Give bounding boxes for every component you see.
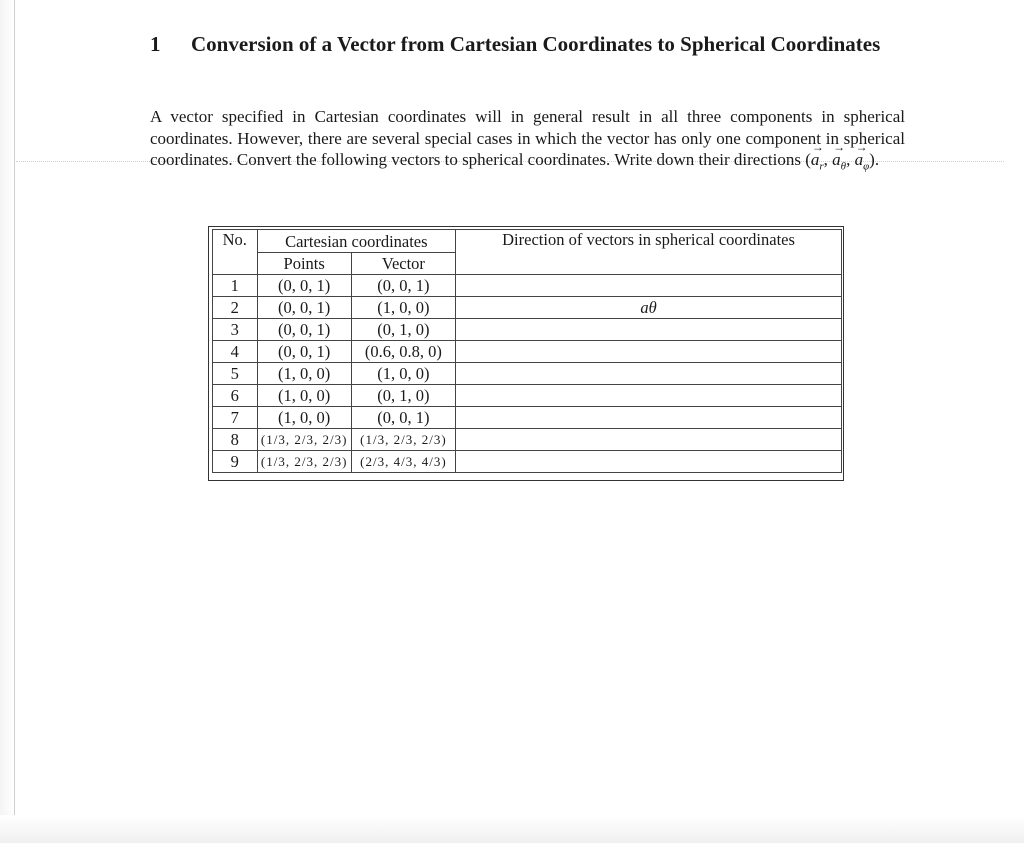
conversion-table [212,229,842,473]
unit-vector-atheta [832,149,846,178]
row-no: 7 [213,407,258,429]
table-row [213,297,842,319]
row-no: 4 [213,341,258,363]
vec-phi-symbol: a [854,150,864,169]
vec-r-subscript: r [819,160,824,173]
paragraph-end: ). [869,150,880,169]
vec-theta-symbol: a [832,150,841,169]
table-row [213,407,842,429]
row-direction-answer[interactable] [456,275,842,297]
row-vector: (0, 0, 1) [351,407,455,429]
row-no: 6 [213,385,258,407]
row-direction-answer[interactable] [456,451,842,473]
unit-vector-ar [811,149,824,178]
row-points: (1, 0, 0) [257,363,351,385]
row-points: (0, 0, 1) [257,341,351,363]
header-points: Points [257,253,351,275]
body-paragraph [150,106,905,178]
table-row [213,451,842,473]
row-direction-answer[interactable] [456,363,842,385]
row-points: (1, 0, 0) [257,407,351,429]
unit-vector-aphi [855,149,870,178]
row-points: (0, 0, 1) [257,297,351,319]
table-header-row [213,230,842,253]
header-no: No. [213,230,258,275]
row-direction-answer[interactable] [456,341,842,363]
row-vector: (0, 0, 1) [351,275,455,297]
row-points: (1/3, 2/3, 2/3) [257,451,351,473]
table-row [213,429,842,451]
row-direction-answer[interactable] [456,407,842,429]
separator: , [846,150,855,169]
table-row [213,341,842,363]
table-row [213,319,842,341]
row-direction-answer[interactable]: aθ [456,297,842,319]
conversion-table-frame [208,226,844,481]
table-row [213,363,842,385]
page-left-edge [0,0,15,843]
row-points: (0, 0, 1) [257,275,351,297]
row-no: 5 [213,363,258,385]
row-direction-answer[interactable] [456,385,842,407]
vec-theta-subscript: θ [840,160,847,173]
header-cartesian: Cartesian coordinates [257,230,456,253]
row-no: 1 [213,275,258,297]
row-points: (1, 0, 0) [257,385,351,407]
row-vector: (2/3, 4/3, 4/3) [351,451,455,473]
header-vector: Vector [351,253,455,275]
row-no: 8 [213,429,258,451]
page-bottom-edge [0,815,1024,843]
table-row [213,275,842,297]
row-no: 9 [213,451,258,473]
row-direction-answer[interactable] [456,429,842,451]
row-points: (1/3, 2/3, 2/3) [257,429,351,451]
row-vector: (0, 1, 0) [351,319,455,341]
separator: , [823,150,833,169]
section-title: Conversion of a Vector from Cartesian Coordinates to Spherical Coordinates [191,32,881,56]
row-vector: (0, 1, 0) [351,385,455,407]
header-direction: Direction of vectors in spherical coordinates [456,230,842,275]
row-vector: (1, 0, 0) [351,363,455,385]
vec-r-symbol: a [810,150,820,169]
row-vector: (0.6, 0.8, 0) [351,341,455,363]
section-number: 1 [150,32,161,56]
row-points: (0, 0, 1) [257,319,351,341]
row-vector: (1/3, 2/3, 2/3) [351,429,455,451]
row-vector: (1, 0, 0) [351,297,455,319]
row-no: 3 [213,319,258,341]
table-row [213,385,842,407]
paragraph-text: A vector specified in Cartesian coordinates will in general result in all three components in spherical coordinates. However, there are several special cases in which the vector has only one component in spherical coordinates. Convert the following vectors to spherical coordinates. Write down their directions ( [150,107,905,169]
vec-phi-subscript: φ [863,160,870,173]
row-no: 2 [213,297,258,319]
row-direction-answer[interactable] [456,319,842,341]
